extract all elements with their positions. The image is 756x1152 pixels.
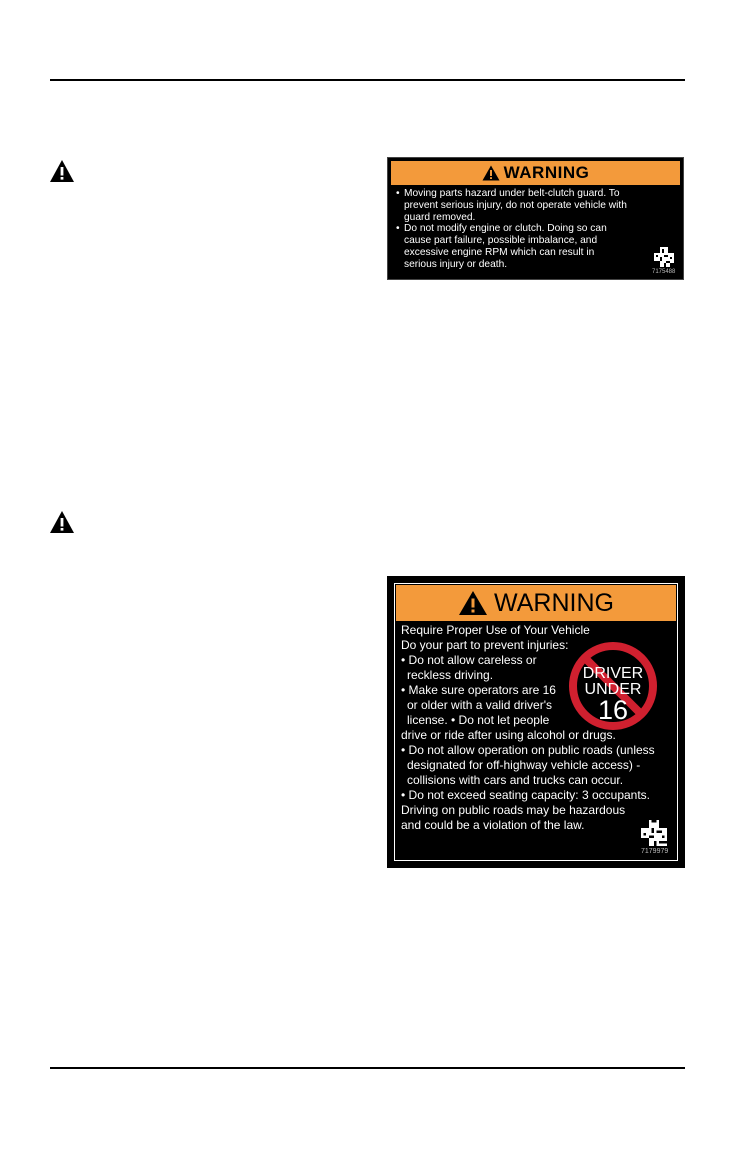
qr-code-icon [654, 247, 674, 267]
decal-line: excessive engine RPM which can result in [404, 246, 595, 258]
decal-line: Require Proper Use of Your Vehicle [401, 623, 590, 637]
sign-line-driver: DRIVER [582, 665, 644, 682]
warning-triangle-icon [458, 590, 488, 616]
decal-line: designated for off-highway vehicle access) - [407, 758, 641, 772]
decal-header [396, 585, 676, 621]
decal-line: • Do not allow careless or [401, 653, 537, 667]
decal-line: or older with a valid driver's [407, 698, 553, 712]
decal-line: Moving parts hazard under belt-clutch guard. To [404, 188, 620, 199]
decal-title: WARNING [494, 588, 614, 617]
decal-bullet [396, 223, 654, 270]
decal-header [391, 161, 680, 185]
decal-line: Do your part to prevent injuries: [401, 638, 569, 652]
sign-line-age: 16 [597, 695, 629, 725]
decal-line: • Do not allow operation on public roads (unless [401, 743, 655, 757]
decal-line: drive or ride after using alcohol or drugs. [401, 728, 616, 742]
warning-triangle-icon [49, 510, 75, 534]
decal-line: • Make sure operators are 16 [401, 683, 556, 697]
decal-line: prevent serious injury, do not operate vehicle with [404, 199, 627, 211]
decal-part-number: 7175488 [652, 269, 676, 275]
decal-bullet [396, 188, 654, 223]
decal-line: guard removed. [404, 211, 476, 223]
warning-triangle-icon [49, 159, 75, 183]
warning-triangle-icon [482, 165, 500, 181]
decal-line: collisions with cars and trucks can occur. [407, 773, 624, 787]
decal-line: and could be a violation of the law. [401, 818, 585, 832]
qr-code-icon [641, 820, 667, 846]
bullet-mark: • [396, 223, 400, 235]
decal-part-number: 7179979 [641, 848, 669, 855]
bullet-mark: • [396, 188, 400, 199]
footer-rule [50, 1067, 685, 1069]
decal-line: cause part failure, possible imbalance, and [404, 235, 598, 247]
sign-line-under: UNDER [584, 681, 642, 698]
decal-line: license. • Do not let people [407, 713, 550, 727]
decal-line: reckless driving. [407, 668, 494, 682]
decal-line: serious injury or death. [404, 258, 508, 270]
no-underage-driver-sign [567, 640, 659, 732]
decal-line: Driving on public roads may be hazardous [401, 803, 626, 817]
decal-line: • Do not exceed seating capacity: 3 occupants. [401, 788, 651, 802]
decal-title: WARNING [503, 163, 590, 182]
belt-clutch-warning-decal [387, 157, 684, 280]
header-rule [50, 79, 685, 81]
decal-text [396, 188, 654, 271]
decal-line: Do not modify engine or clutch. Doing so can [404, 223, 607, 235]
proper-use-warning-decal [387, 576, 685, 868]
